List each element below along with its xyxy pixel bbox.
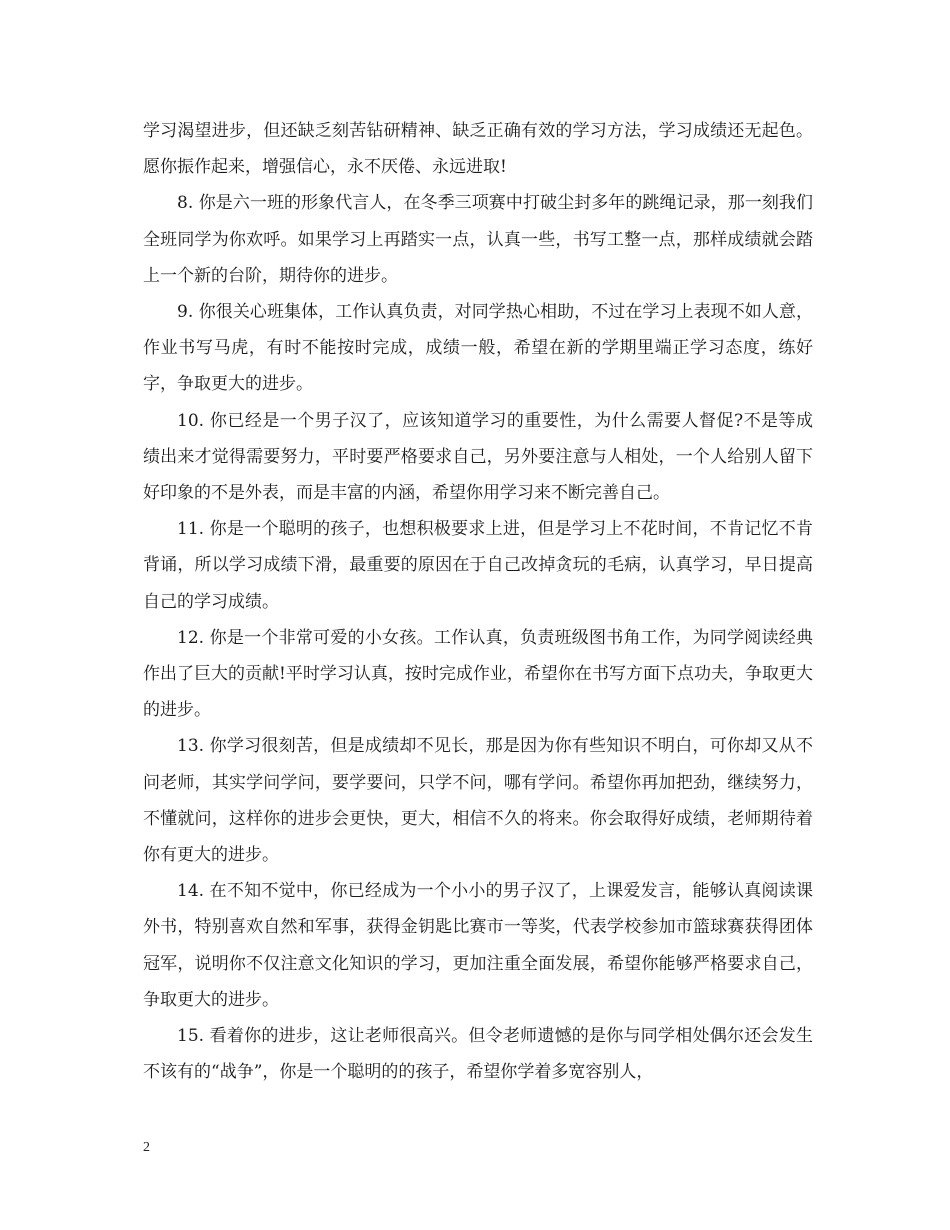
paragraph-item-11: 11. 你是一个聪明的孩子，也想积极要求上进，但是学习上不花时间，不肯记忆不肯背诵，所以学习成绩下滑，最重要的原因在于自己改掉贪玩的毛病，认真学习，早日提高自己的学习成绩。 — [143, 519, 813, 612]
paragraph-item-12: 12. 你是一个非常可爱的小女孩。工作认真，负责班级图书角工作，为同学阅读经典作出了巨大的贡献!平时学习认真，按时完成作业，希望你在书写方面下点功夫，争取更大的进步。 — [143, 627, 813, 721]
page-number: 2 — [143, 1140, 150, 1155]
paragraph-item-15: 15. 看着你的进步，这让老师很高兴。但令老师遗憾的是你与同学相处偶尔还会发生不该有的“战争”，你是一个聪明的的孩子，希望你学着多宽容别人， — [143, 1026, 813, 1083]
paragraph-item-14: 14. 在不知不觉中，你已经成为一个小小的男子汉了，上课爱发言，能够认真阅读课外书，特别喜欢自然和军事，获得金钥匙比赛市一等奖，代表学校参加市篮球赛获得团体冠军，说明你不仅注意文化知识的学习，更加注重全面发展，希望你能够严格要求自己，争取更大的进步。 — [143, 881, 813, 1010]
paragraph-continuation: 学习渴望进步，但还缺乏刻苦钻研精神、缺乏正确有效的学习方法，学习成绩还无起色。愿你振作起来，增强信心，永不厌倦、永远进取! — [143, 121, 813, 178]
paragraph-item-9: 9. 你很关心班集体，工作认真负责，对同学热心相助，不过在学习上表现不如人意，作业书写马虎，有时不能按时完成，成绩一般，希望在新的学期里端正学习态度，练好字，争取更大的进步。 — [143, 302, 813, 395]
document-body — [143, 113, 813, 1090]
paragraph-item-13: 13. 你学习很刻苦，但是成绩却不见长，那是因为你有些知识不明白，可你却又从不问老师，其实学问学问，要学要问，只学不问，哪有学问。希望你再加把劲，继续努力，不懂就问，这样你的进步会更快，更大，相信不久的将来。你会取得好成绩，老师期待着你有更大的进步。 — [143, 736, 813, 866]
paragraph-item-8: 8. 你是六一班的形象代言人，在冬季三项赛中打破尘封多年的跳绳记录，那一刻我们全班同学为你欢呼。如果学习上再踏实一点，认真一些，书写工整一点，那样成绩就会踏上一个新的台阶，期待你的进步。 — [143, 193, 813, 286]
paragraph-item-10: 10. 你已经是一个男子汉了，应该知道学习的重要性，为什么需要人督促?不是等成绩出来才觉得需要努力，平时要严格要求自己，另外要注意与人相处，一个人给别人留下好印象的不是外表，而是丰富的内涵，希望你用学习来不断完善自己。 — [143, 410, 813, 504]
